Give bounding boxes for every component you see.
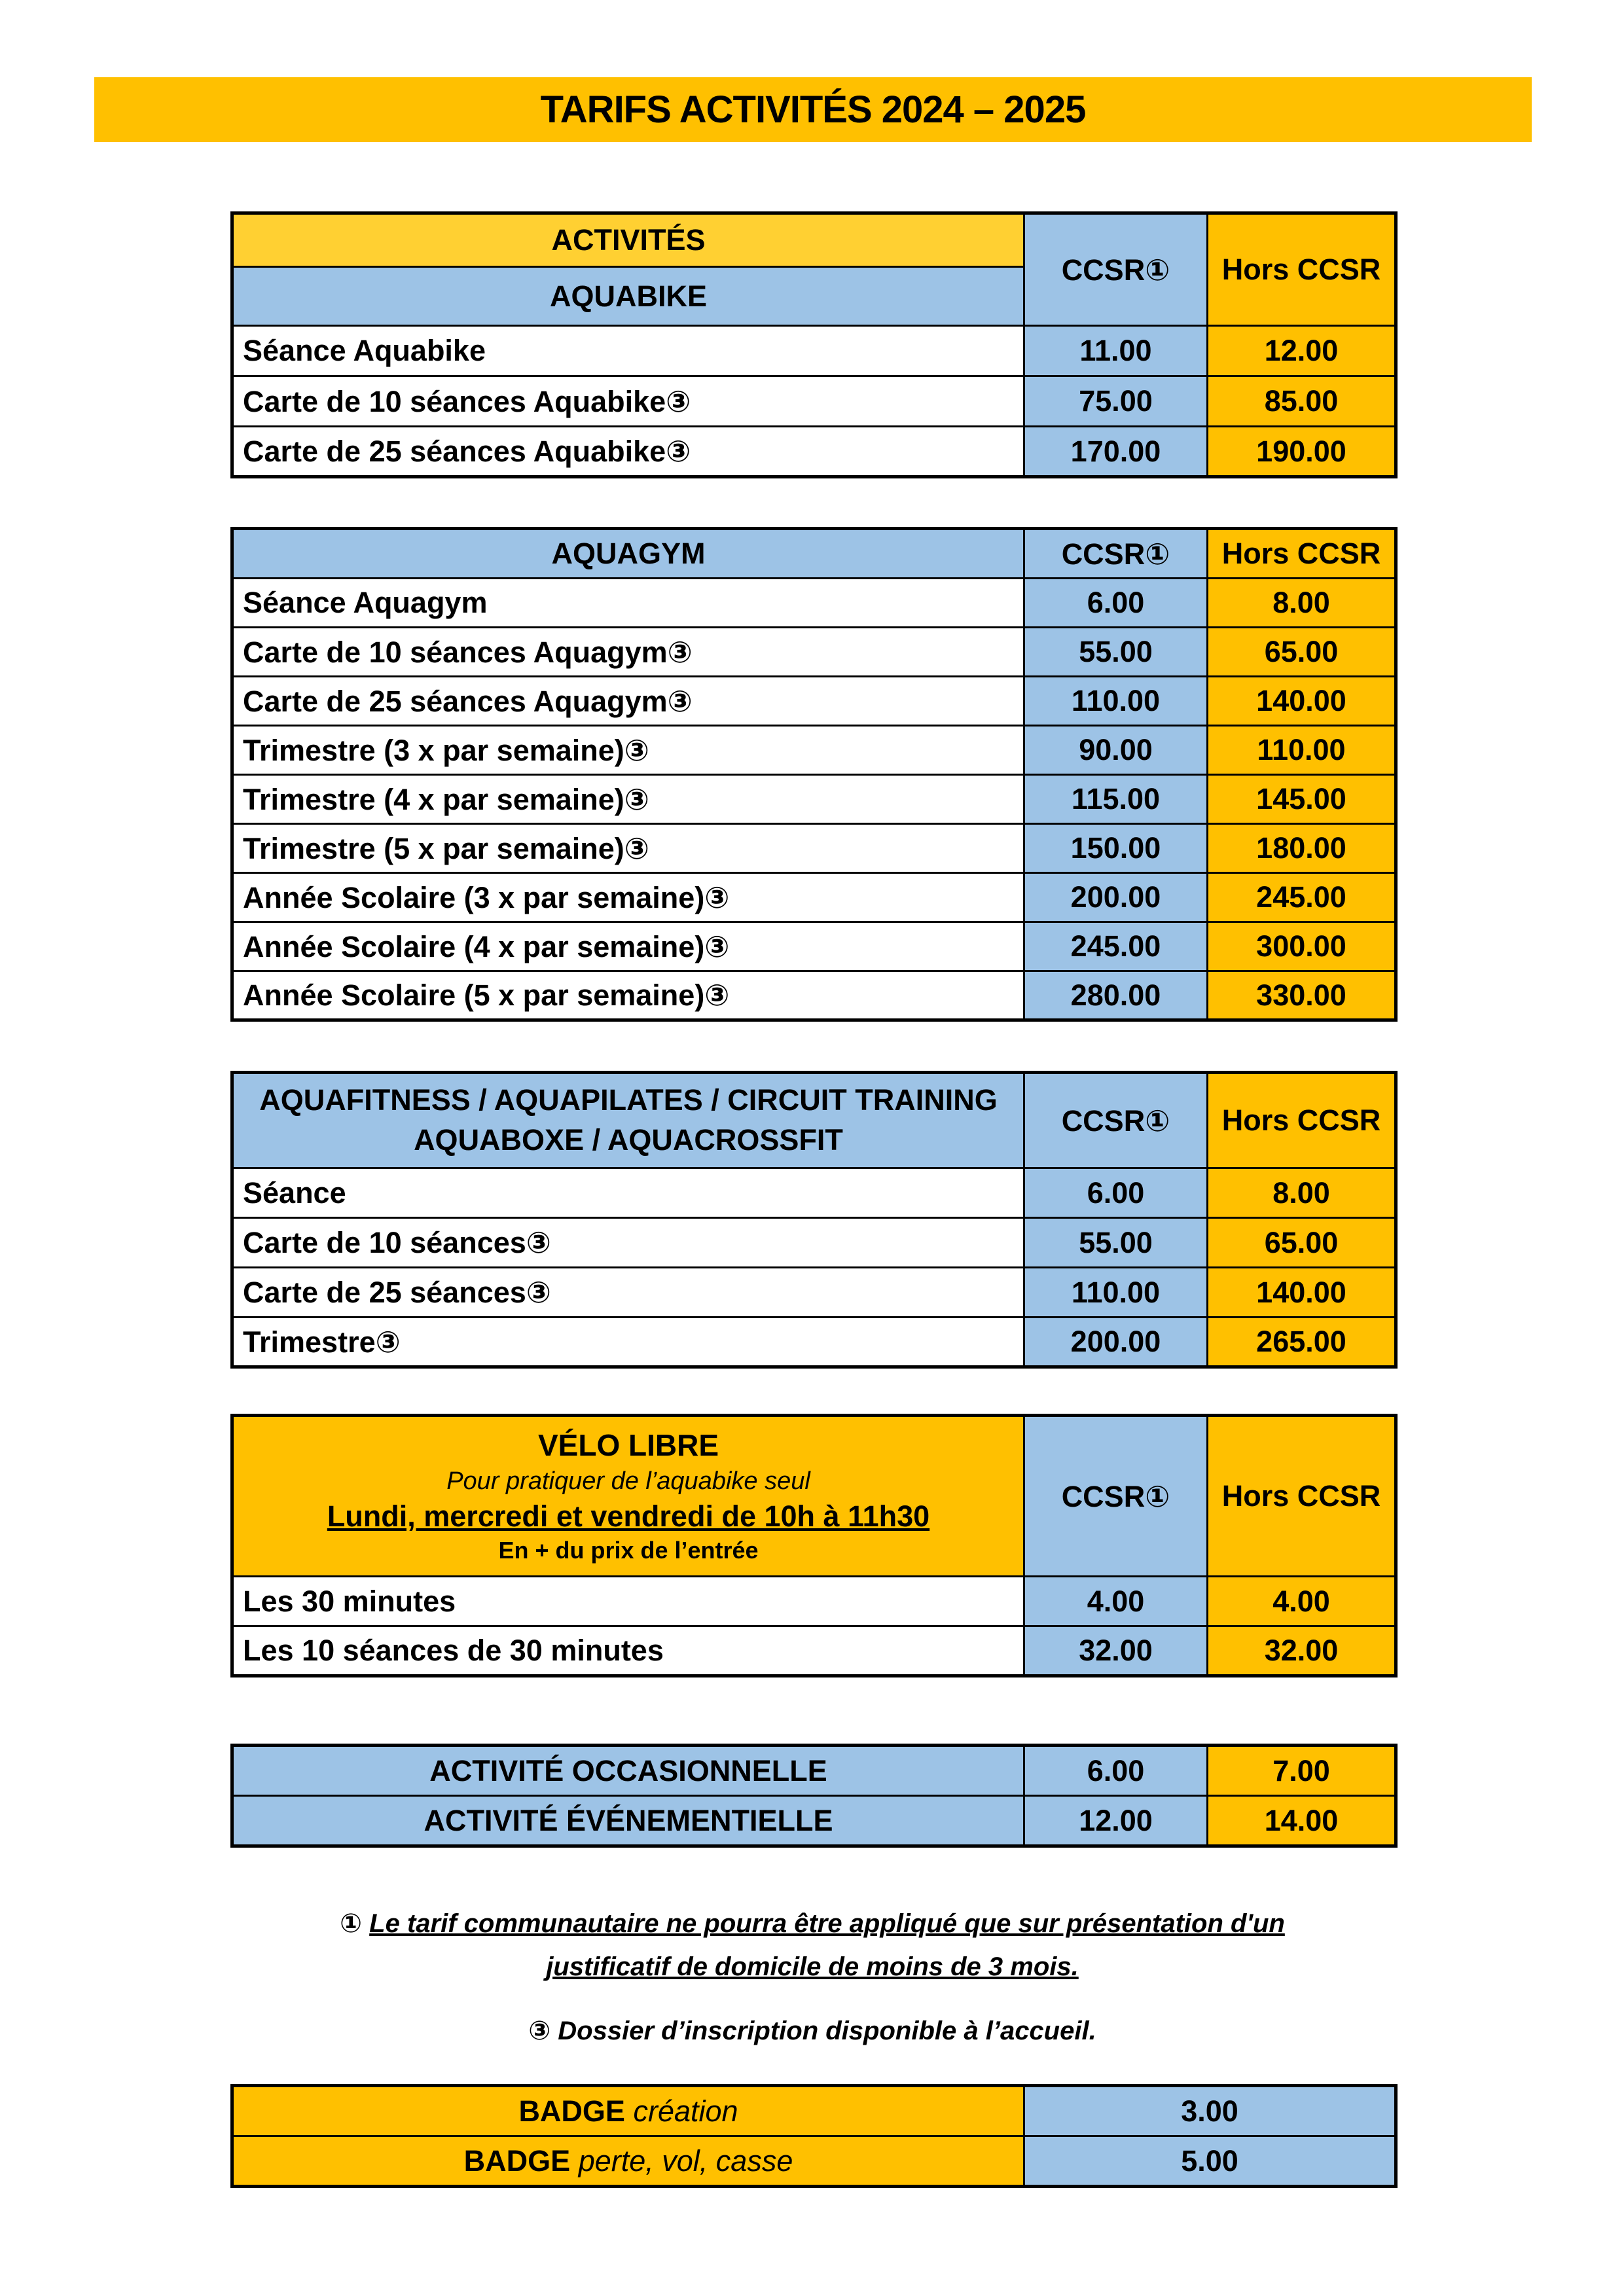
badge-label-italic: perte, vol, casse [578, 2144, 793, 2178]
hors-ccsr-column-header: Hors CCSR [1208, 529, 1396, 579]
table-row [232, 1746, 1396, 1796]
page-title-bar [94, 77, 1532, 142]
badge-table [230, 2084, 1398, 2188]
row-label: Carte de 25 séances③ [232, 1268, 1024, 1318]
table-row [232, 2136, 1396, 2187]
hors-price: 245.00 [1208, 873, 1396, 922]
ccsr-price: 32.00 [1024, 1626, 1208, 1676]
row-label: Carte de 10 séances③ [232, 1218, 1024, 1268]
hors-price: 330.00 [1208, 971, 1396, 1020]
ccsr-price: 110.00 [1024, 677, 1208, 726]
hors-price: 8.00 [1208, 1168, 1396, 1218]
row-label: Trimestre (3 x par semaine)③ [232, 726, 1024, 775]
table-row [232, 628, 1396, 677]
ccsr-price: 170.00 [1024, 427, 1208, 477]
ccsr-column-header: CCSR① [1024, 1416, 1208, 1577]
hors-price: 65.00 [1208, 628, 1396, 677]
hors-price: 32.00 [1208, 1626, 1396, 1676]
row-label: Carte de 25 séances Aquabike③ [232, 427, 1024, 477]
table-row [232, 326, 1396, 376]
hors-ccsr-column-header: Hors CCSR [1208, 1416, 1396, 1577]
ccsr-column-header: CCSR① [1024, 213, 1208, 326]
aquagym-section-header: AQUAGYM [232, 529, 1024, 579]
badge-price: 5.00 [1024, 2136, 1396, 2187]
footnote-1 [230, 1902, 1394, 1988]
ccsr-price: 245.00 [1024, 922, 1208, 971]
aquabike-section-header: AQUABIKE [232, 267, 1024, 326]
footnote-1-marker: ① [340, 1909, 363, 1938]
table-row [232, 1796, 1396, 1846]
aquagym-table [230, 527, 1398, 1022]
row-label: ACTIVITÉ OCCASIONNELLE [232, 1746, 1024, 1796]
ccsr-price: 6.00 [1024, 579, 1208, 628]
badge-label-bold: BADGE [518, 2094, 625, 2128]
velo-libre-table [230, 1414, 1398, 1677]
table-row [232, 1626, 1396, 1676]
hors-price: 140.00 [1208, 1268, 1396, 1318]
table-row [232, 922, 1396, 971]
page-title: TARIFS ACTIVITÉS 2024 – 2025 [540, 88, 1086, 131]
hors-ccsr-column-header: Hors CCSR [1208, 213, 1396, 326]
row-label: Trimestre (5 x par semaine)③ [232, 824, 1024, 873]
table-row [232, 1268, 1396, 1318]
aquafitness-section-header [232, 1073, 1024, 1168]
row-label: Trimestre③ [232, 1318, 1024, 1367]
special-activities-table [230, 1744, 1398, 1848]
ccsr-price: 75.00 [1024, 376, 1208, 427]
row-label: Les 30 minutes [232, 1577, 1024, 1626]
row-label: Carte de 25 séances Aquagym③ [232, 677, 1024, 726]
table-row [232, 1168, 1396, 1218]
table-row [232, 873, 1396, 922]
velo-libre-note: En + du prix de l’entrée [498, 1537, 759, 1564]
activites-group-header: ACTIVITÉS [232, 213, 1024, 267]
hors-price: 190.00 [1208, 427, 1396, 477]
table-row [232, 775, 1396, 824]
table-row [232, 1218, 1396, 1268]
hors-price: 8.00 [1208, 579, 1396, 628]
ccsr-price: 12.00 [1024, 1796, 1208, 1846]
hors-price: 140.00 [1208, 677, 1396, 726]
hors-price: 300.00 [1208, 922, 1396, 971]
ccsr-price: 115.00 [1024, 775, 1208, 824]
footnote-1-line2: justificatif de domicile de moins de 3 mois. [546, 1952, 1079, 1981]
velo-libre-section-header [232, 1416, 1024, 1577]
hors-price: 4.00 [1208, 1577, 1396, 1626]
row-label: Trimestre (4 x par semaine)③ [232, 775, 1024, 824]
ccsr-price: 280.00 [1024, 971, 1208, 1020]
row-label: Carte de 10 séances Aquabike③ [232, 376, 1024, 427]
ccsr-price: 6.00 [1024, 1746, 1208, 1796]
row-label: Les 10 séances de 30 minutes [232, 1626, 1024, 1676]
ccsr-price: 90.00 [1024, 726, 1208, 775]
ccsr-price: 55.00 [1024, 628, 1208, 677]
row-label: Année Scolaire (3 x par semaine)③ [232, 873, 1024, 922]
ccsr-price: 55.00 [1024, 1218, 1208, 1268]
footnote-3-text: ③ Dossier d’inscription disponible à l’accueil. [528, 2017, 1096, 2045]
hors-price: 7.00 [1208, 1746, 1396, 1796]
ccsr-price: 200.00 [1024, 1318, 1208, 1367]
ccsr-price: 200.00 [1024, 873, 1208, 922]
footnote-3 [230, 2016, 1394, 2046]
row-label: ACTIVITÉ ÉVÉNEMENTIELLE [232, 1796, 1024, 1846]
table-row [232, 1577, 1396, 1626]
table-row [232, 824, 1396, 873]
hors-price: 265.00 [1208, 1318, 1396, 1367]
badge-price: 3.00 [1024, 2086, 1396, 2136]
row-label: Séance [232, 1168, 1024, 1218]
hors-ccsr-column-header: Hors CCSR [1208, 1073, 1396, 1168]
aquafitness-table [230, 1071, 1398, 1369]
ccsr-price: 4.00 [1024, 1577, 1208, 1626]
aquafitness-header-line1: AQUAFITNESS / AQUAPILATES / CIRCUIT TRAINING [259, 1083, 998, 1117]
row-label: Séance Aquagym [232, 579, 1024, 628]
hors-price: 145.00 [1208, 775, 1396, 824]
ccsr-price: 6.00 [1024, 1168, 1208, 1218]
table-row [232, 579, 1396, 628]
row-label: Année Scolaire (4 x par semaine)③ [232, 922, 1024, 971]
hors-price: 14.00 [1208, 1796, 1396, 1846]
hors-price: 65.00 [1208, 1218, 1396, 1268]
ccsr-price: 110.00 [1024, 1268, 1208, 1318]
badge-label [232, 2136, 1024, 2187]
table-row [232, 726, 1396, 775]
row-label: Séance Aquabike [232, 326, 1024, 376]
velo-libre-title: VÉLO LIBRE [537, 1427, 719, 1462]
table-row [232, 2086, 1396, 2136]
row-label: Carte de 10 séances Aquagym③ [232, 628, 1024, 677]
table-row [232, 1318, 1396, 1367]
aquafitness-header-line2: AQUABOXE / AQUACROSSFIT [414, 1123, 843, 1157]
badge-label-italic: création [633, 2094, 738, 2128]
ccsr-price: 150.00 [1024, 824, 1208, 873]
table-row [232, 677, 1396, 726]
ccsr-column-header: CCSR① [1024, 1073, 1208, 1168]
badge-label [232, 2086, 1024, 2136]
velo-libre-schedule: Lundi, mercredi et vendredi de 10h à 11h30 [327, 1499, 930, 1533]
hors-price: 85.00 [1208, 376, 1396, 427]
ccsr-price: 11.00 [1024, 326, 1208, 376]
velo-libre-subtitle: Pour pratiquer de l’aquabike seul [446, 1467, 810, 1495]
aquabike-table [230, 211, 1398, 478]
row-label: Année Scolaire (5 x par semaine)③ [232, 971, 1024, 1020]
table-row [232, 971, 1396, 1020]
hors-price: 12.00 [1208, 326, 1396, 376]
footnote-1-line1: Le tarif communautaire ne pourra être appliqué que sur présentation d'un [369, 1909, 1285, 1938]
hors-price: 110.00 [1208, 726, 1396, 775]
table-row [232, 427, 1396, 477]
table-row [232, 376, 1396, 427]
ccsr-column-header: CCSR① [1024, 529, 1208, 579]
hors-price: 180.00 [1208, 824, 1396, 873]
badge-label-bold: BADGE [463, 2144, 571, 2178]
